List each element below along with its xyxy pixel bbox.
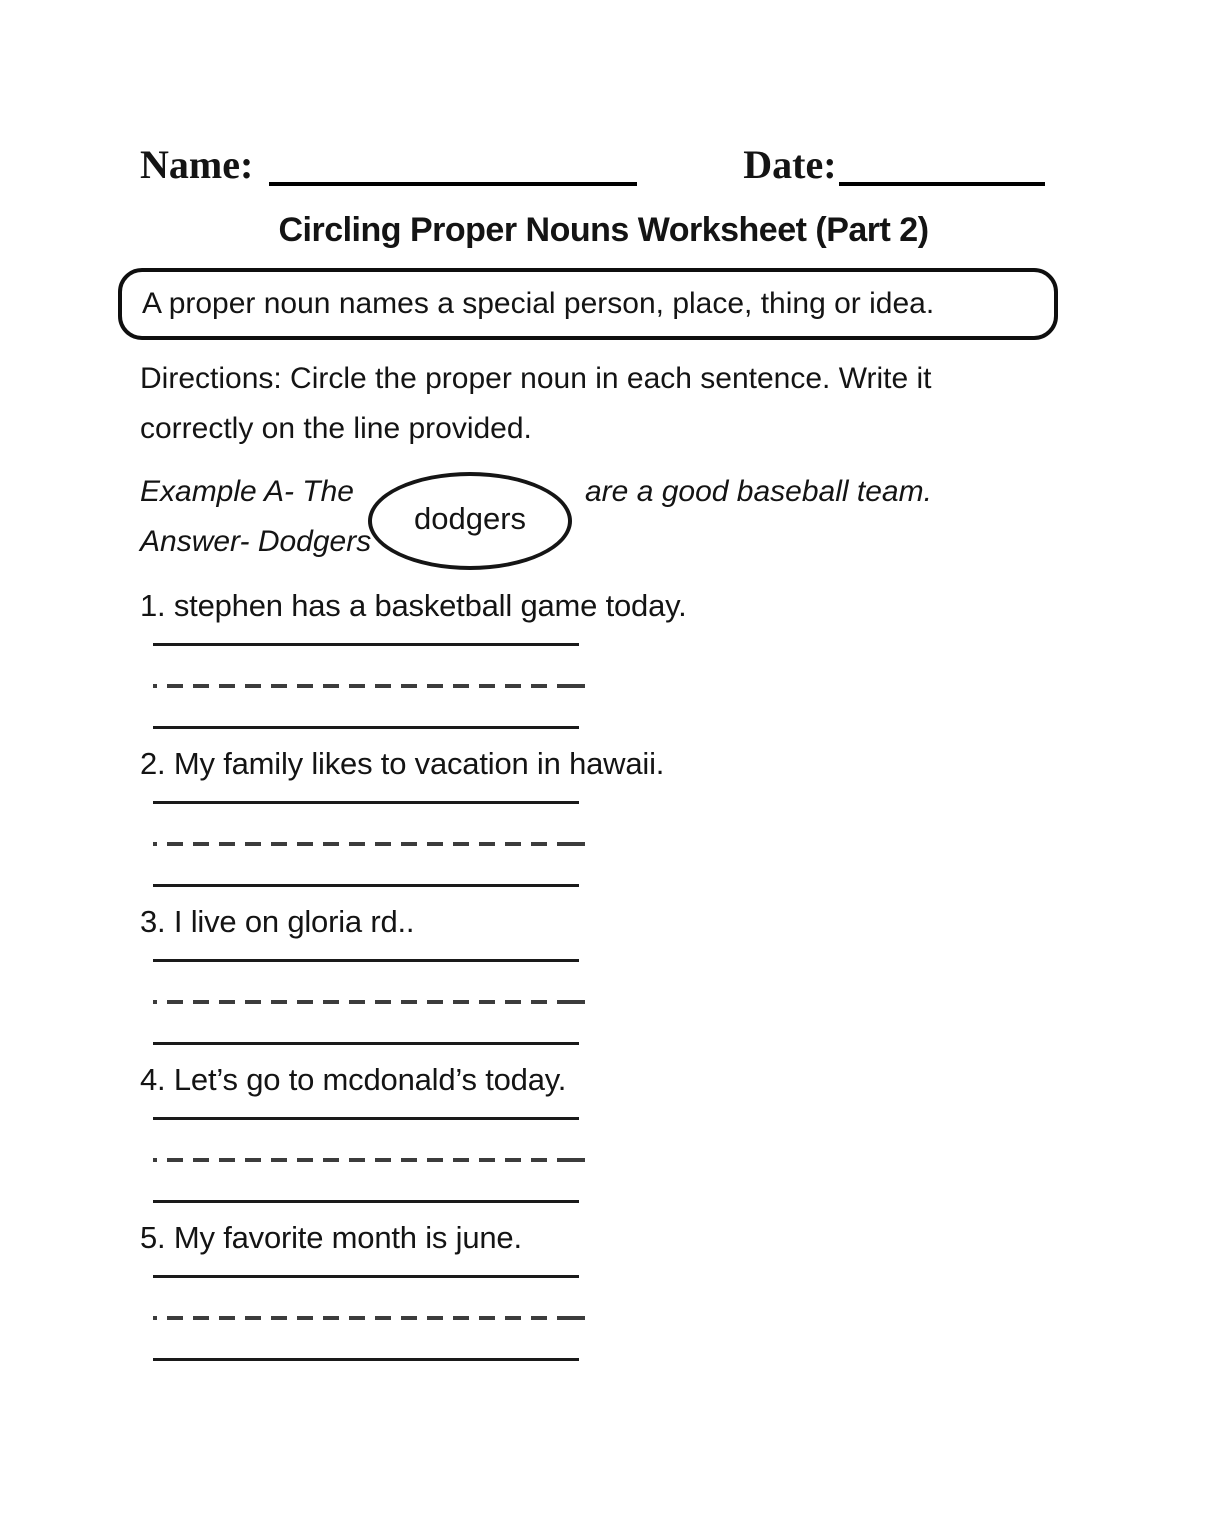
example-answer: Answer- Dodgers (140, 525, 372, 558)
definition-box (118, 268, 1058, 340)
answer-line-solid (153, 1358, 579, 1361)
definition-text: A proper noun names a special person, place, thing or idea. (142, 287, 935, 320)
question-text: 4. Let’s go to mcdonald’s today. (140, 1062, 567, 1097)
date-blank-line (839, 142, 1045, 186)
question-text: 1. stephen has a basketball game today. (140, 588, 687, 623)
question-item-5 (140, 1218, 1107, 1361)
example-block (140, 470, 1107, 586)
answer-line-dashed (153, 1000, 585, 1004)
answer-line-solid (153, 884, 579, 887)
answer-line-dashed (153, 1316, 585, 1320)
question-item-2 (140, 744, 1107, 887)
example-sentence-prefix: Example A- The (140, 475, 354, 508)
answer-line-solid (153, 1042, 579, 1045)
name-field (140, 142, 637, 186)
answer-line-solid (153, 643, 579, 646)
answer-line-solid (153, 959, 579, 962)
answer-lines (153, 801, 1107, 887)
question-text: 2. My family likes to vacation in hawaii. (140, 746, 665, 781)
example-sentence-suffix: are a good baseball team. (585, 475, 932, 508)
answer-lines (153, 959, 1107, 1045)
answer-line-solid (153, 726, 579, 729)
answer-line-solid (153, 801, 579, 804)
date-field (743, 142, 1044, 186)
answer-line-dashed (153, 684, 585, 688)
answer-lines (153, 643, 1107, 729)
answer-line-dashed (153, 842, 585, 846)
answer-line-solid (153, 1275, 579, 1278)
example-sentence (140, 470, 1107, 514)
circled-answer-ellipse (368, 472, 572, 570)
directions-line-2: correctly on the line provided. (140, 412, 532, 445)
worksheet-title: Circling Proper Nouns Worksheet (Part 2) (278, 211, 929, 249)
question-text: 5. My favorite month is june. (140, 1220, 522, 1255)
question-item-1 (140, 586, 1107, 729)
answer-line-dashed (153, 1158, 585, 1162)
question-item-3 (140, 902, 1107, 1045)
question-list (140, 586, 1107, 1361)
directions-line-1: Directions: Circle the proper noun in each sentence. Write it (140, 362, 932, 395)
circled-answer-word: dodgers (413, 501, 527, 536)
answer-lines (153, 1275, 1107, 1361)
answer-lines (153, 1117, 1107, 1203)
answer-line-solid (153, 1117, 579, 1120)
answer-line-solid (153, 1200, 579, 1203)
name-blank-line (269, 142, 637, 186)
question-item-4 (140, 1060, 1107, 1203)
name-label: Name: (140, 142, 254, 187)
date-label: Date: (743, 142, 837, 187)
directions (140, 354, 1107, 454)
question-text: 3. I live on gloria rd.. (140, 904, 415, 939)
header (140, 138, 1107, 186)
